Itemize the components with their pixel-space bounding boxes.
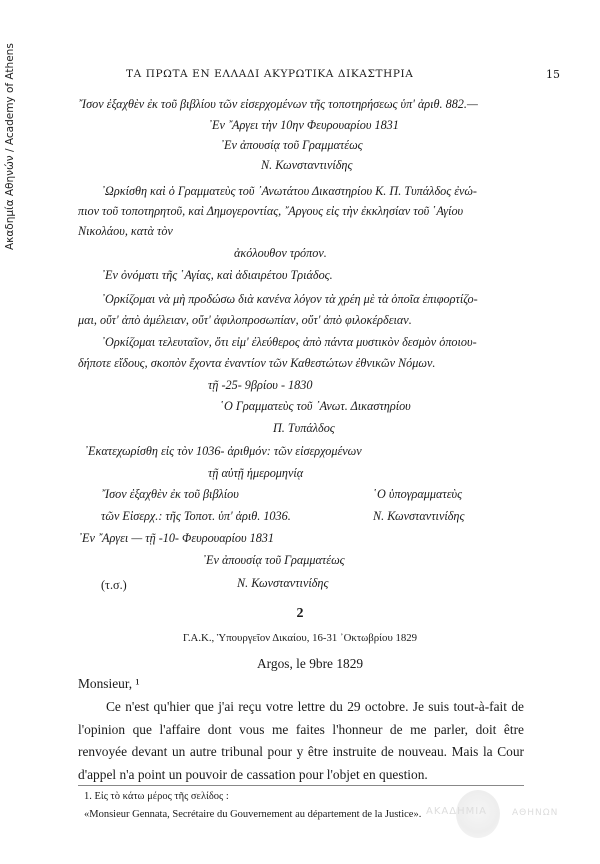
text-line: ῾Ο Γραμματεὺς τοῦ ᾽Ανωτ. Δικαστηρίου xyxy=(220,399,411,413)
date-line: ᾽Εν ῎Αργει — τῇ -10- Φευρουαρίου 1831 xyxy=(78,531,274,545)
text-line: ᾽Εν ῎Αργει τὴν 10ην Φευρουαρίου 1831 xyxy=(208,118,399,132)
text-line: ᾽Εν ἀπουσίᾳ τοῦ Γραμματέως xyxy=(202,553,345,567)
signature-line: Ν. Κωνσταντινίδης xyxy=(261,158,353,172)
page-number: 15 xyxy=(546,68,560,81)
footnote-divider xyxy=(78,785,524,786)
text-line: ᾽Εν ὀνόματι τῆς ῾Αγίας, καὶ ἀδιαιρέτου Τριάδος. xyxy=(101,268,333,282)
text-line: τῇ αὐτῇ ἡμερομηνίᾳ xyxy=(208,466,304,480)
running-head xyxy=(126,68,560,84)
text-line: πιον τοῦ τοποτηρητοῦ, καὶ Δημογεροντίας, ῎Αργους εἰς τὴν ἐκκλησίαν τοῦ ῾Αγίου xyxy=(78,204,464,218)
footnote: «Monsieur Gennata, Secrétaire du Gouvernement au département de la Justice». xyxy=(84,809,422,820)
stamp-text-left: ΑΚΑΔΗΜΙΑ xyxy=(426,806,488,817)
text-line: ᾽Εν ἀπουσίᾳ τοῦ Γραμματέως xyxy=(220,138,363,152)
stamp-text-right: ΑΘΗΝΩΝ xyxy=(512,808,559,818)
text-line: ῎Ισον ἐξαχθὲν ἐκ τοῦ βιβλίου xyxy=(101,487,239,501)
footnote: 1. Εἰς τὸ κάτω μέρος τῆς σελίδος : xyxy=(84,791,229,802)
running-head-title: ΤΑ ΠΡΩΤΑ ΕΝ ΕΛΛΑΔΙ ΑΚΥΡΩΤΙΚΑ ΔΙΚΑΣΤΗΡΙΑ xyxy=(126,68,414,80)
document-number: 2 xyxy=(296,606,304,621)
letter-salutation: Monsieur, ¹ xyxy=(78,676,140,691)
text-line: ᾽Ορκίζομαι νὰ μὴ προδώσω διὰ κανένα λόγον τὰ χρέη μὲ τὰ ὁποῖα ἐπιφορτίζο- xyxy=(101,292,478,306)
text-line: τῶν Εἰσερχ.: τῆς Τοποτ. ὑπ' ἀριθ. 1036. xyxy=(101,509,291,523)
text-line: δήποτε εἴδους, σκοπὸν ἔχοντα ἐναντίον τῶν Καθεστώτων ἐθνικῶν Νόμων. xyxy=(78,356,436,370)
source-line: Γ.Α.Κ., Ὑπουργεῖον Δικαίου, 16-31 ᾽Οκτωβρίου 1829 xyxy=(182,632,418,644)
signature-line: Ν. Κωνσταντινίδης xyxy=(373,509,465,523)
signature-line: Π. Τυπάλδος xyxy=(273,421,335,435)
text-line: Νικολάου, κατὰ τὸν xyxy=(78,224,173,238)
letter-body: Ce n'est qu'hier que j'ai reçu votre lettre du 29 octobre. Je suis tout-à-fait de l'opinion que l'affaire dont vous me faites l'honneur de me parler, doit être renvoyée devant un autre tribunal pour y être instruite de nouveau. Mais la Cour d'appel n'a point un pouvoir de cassation pour l'objet en question. xyxy=(78,699,524,782)
text-line: ᾽Ωρκίσθη καὶ ὁ Γραμματεὺς τοῦ ᾽Ανωτάτου Δικαστηρίου Κ. Π. Τυπάλδος ἐνώ- xyxy=(101,184,477,198)
text-line: ἀκόλουθον τρόπον. xyxy=(234,246,327,260)
side-watermark: Ακαδημία Αθηνών / Academy of Athens xyxy=(4,43,16,250)
text-line: μαι, οὔτ' ἀπὸ ἀμέλειαν, οὔτ' ἀφιλοπροσωπίαν, οὔτ' ἀπὸ φιλοκέρδειαν. xyxy=(78,313,412,327)
text-line: ῎Ισον ἐξαχθὲν ἐκ τοῦ βιβλίου τῶν εἰσερχομένων τῆς τοποτηρήσεως ὑπ' ἀριθ. 882.— xyxy=(78,97,478,111)
letter-place-date: Argos, le 9bre 1829 xyxy=(257,656,364,671)
text-line: ῾Ο ὑπογραμματεὺς xyxy=(373,487,463,501)
seal-mark: (τ.σ.) xyxy=(101,578,127,592)
text-line: ᾽Εκατεχωρίσθη εἰς τὸν 1036- ἀριθμόν: τῶν εἰσερχομένων xyxy=(84,444,362,458)
signature-line: Ν. Κωνσταντινίδης xyxy=(237,576,329,590)
date-line: τῇ -25- 9βρίου - 1830 xyxy=(208,378,313,392)
text-line: ᾽Ορκίζομαι τελευταῖον, ὅτι εἰμ' ἐλεύθερος ἀπὸ πάντα μυστικὸν δεσμὸν ὁποιου- xyxy=(101,335,477,349)
academy-stamp xyxy=(426,788,576,848)
